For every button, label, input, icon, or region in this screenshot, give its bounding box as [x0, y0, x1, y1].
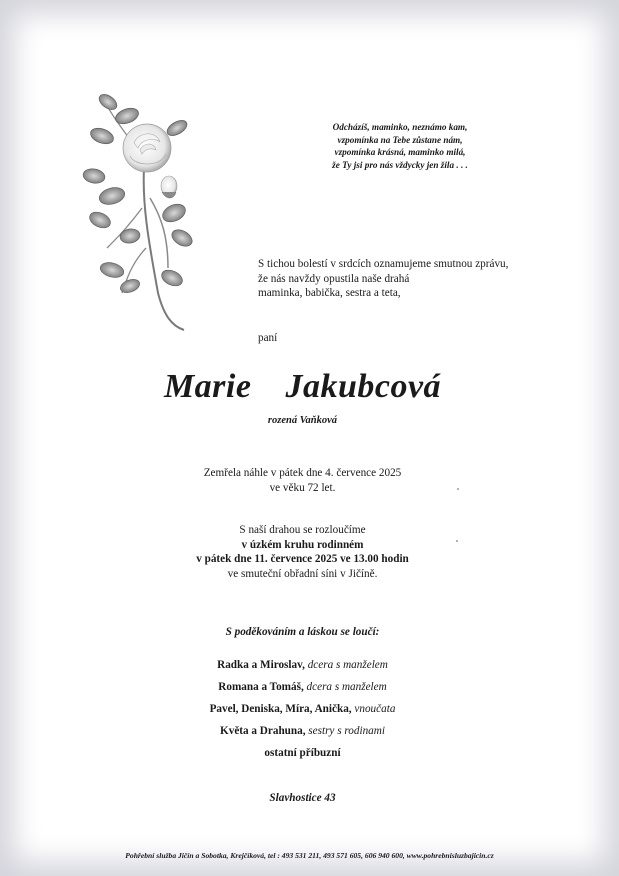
death-line: ve věku 72 let. — [269, 481, 336, 494]
announcement-line: S tichou bolestí v srdcích oznamujeme smutnou zprávu, — [258, 258, 509, 270]
mourner-row — [0, 654, 605, 676]
paper-speck — [456, 540, 458, 542]
funeral-service-footer: Pohřební služba Jičín a Sobotka, Krejčíková, tel : 493 531 211, 493 571 605, 606 940 600, www.pohrebnisluzbajicin.cz — [125, 851, 494, 860]
mourner-row — [0, 676, 605, 698]
mourner-relation: sestry s rodinami — [305, 725, 385, 737]
verse-line: Odcházíš, maminko, neznámo kam, — [332, 122, 468, 132]
announcement — [258, 257, 558, 301]
mourner-row — [0, 720, 605, 742]
thanks-title: S poděkováním a láskou se loučí: — [225, 626, 380, 638]
verse — [300, 121, 500, 171]
mourner-names: Květa a Drahuna, — [220, 725, 306, 737]
farewell-line: v úzkém kruhu rodinném — [241, 538, 364, 551]
deceased-name: Marie Jakubcová — [163, 368, 442, 405]
farewell-line: ve smuteční obřadní síni v Jičíně. — [227, 567, 378, 580]
death-line: Zemřela náhle v pátek dne 4. července 2025 — [203, 467, 402, 479]
mourner-names: ostatní příbuzní — [264, 747, 341, 759]
farewell-line: S naší drahou se rozloučíme — [239, 524, 366, 536]
paper-speck — [457, 488, 459, 490]
death-notice — [0, 466, 605, 495]
mourner-names: Radka a Miroslav, — [217, 659, 305, 671]
mourner-row — [0, 698, 605, 720]
verse-line: že Ty jsi pro nás vždycky jen žila . . . — [332, 159, 468, 170]
farewell-date-line: v pátek dne 11. července 2025 ve 13.00 hodin — [196, 553, 409, 566]
salutation: paní — [258, 332, 278, 344]
mourner-relation: dcera s manželem — [303, 681, 387, 693]
rose-illustration — [72, 88, 202, 333]
mourner-row — [0, 742, 605, 764]
mourner-relation: dcera s manželem — [304, 659, 388, 671]
verse-line: vzpomínka na Tebe zůstane nám, — [337, 134, 463, 145]
mourner-names: Pavel, Deniska, Míra, Anička, — [209, 703, 352, 715]
announcement-line: že nás navždy opustila naše drahá — [258, 272, 410, 285]
farewell-info — [0, 523, 605, 581]
mourner-relation: vnoučata — [351, 703, 396, 715]
maiden-name: rozená Vaňková — [267, 415, 338, 426]
mourner-names: Romana a Tomáš, — [218, 681, 304, 693]
announcement-line: maminka, babička, sestra a teta, — [258, 287, 401, 299]
address: Slavhostice 43 — [269, 792, 336, 804]
mourners-list — [0, 654, 605, 764]
verse-line: vzpomínka krásná, maminko milá, — [334, 147, 466, 158]
